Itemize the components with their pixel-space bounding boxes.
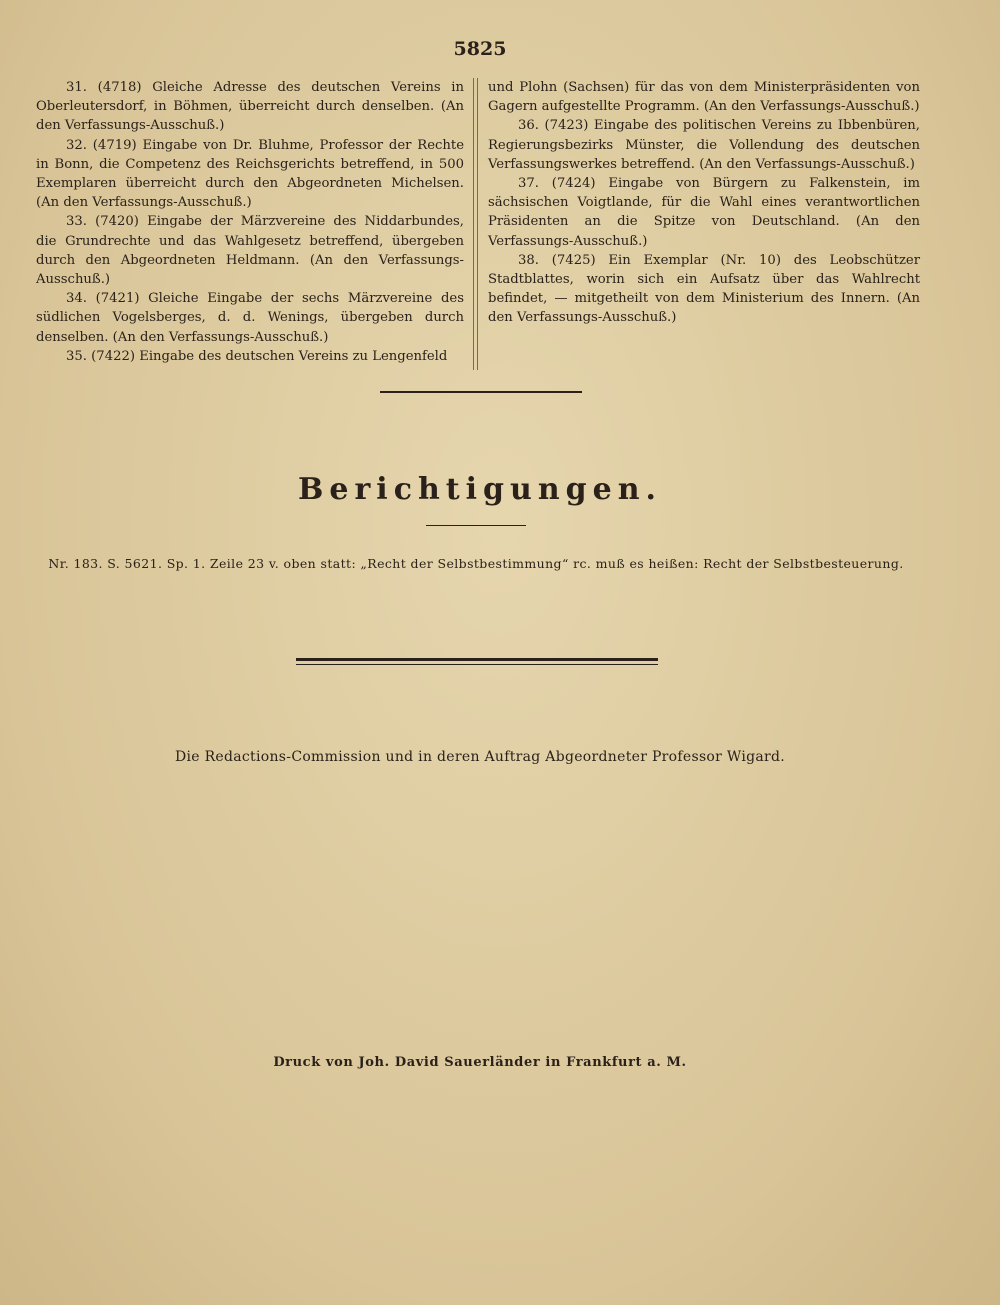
corrections-heading: Berichtigungen. bbox=[298, 472, 662, 507]
column-divider bbox=[473, 78, 478, 370]
double-rule bbox=[296, 658, 658, 665]
section-rule bbox=[380, 391, 582, 393]
printer-note: Druck von Joh. David Sauerländer in Frankfurt a. M. bbox=[273, 1055, 687, 1070]
entry-33: 33. (7420) Eingabe der Märzvereine des Niddarbundes, die Grundrechte und das Wahlgesetz betreffend, übergeben durch den Abgeordneten Heldmann. (An den Verfassungs-Ausschuß.) bbox=[36, 214, 464, 288]
correction-line: Nr. 183. S. 5621. Sp. 1. Zeile 23 v. oben statt: „Recht der Selbstbestimmung“ rc. muß es heißen: Recht der Selbstbesteuerung. bbox=[48, 556, 904, 571]
entry-35-start: 35. (7422) Eingabe des deutschen Vereins zu Lengenfeld bbox=[66, 348, 448, 364]
entry-36: 36. (7423) Eingabe des politischen Vereins zu Ibbenbüren, Regierungsbezirks Münster, die Vollendung des deutschen Verfassungswerkes betreffend. (An den Verfassungs-Ausschuß.) bbox=[488, 118, 920, 172]
right-column bbox=[488, 78, 920, 328]
left-column bbox=[36, 78, 464, 366]
heading-underline bbox=[426, 525, 526, 526]
page-number: 5825 bbox=[453, 38, 507, 60]
entry-37: 37. (7424) Eingabe von Bürgern zu Falkenstein, im sächsischen Voigtlande, für die Wahl eines verantwortlichen Präsidenten an die Spitze von Deutschland. (An den Verfassungs-Ausschuß.) bbox=[488, 176, 920, 249]
editor-note: Die Redactions-Commission und in deren Auftrag Abgeordneter Professor Wigard. bbox=[174, 749, 786, 765]
entry-38: 38. (7425) Ein Exemplar (Nr. 10) des Leobschützer Stadtblattes, worin sich ein Aufsatz über das Wahlrecht befindet, — mitgetheilt von dem Ministerium des Innern. (An den Verfassungs-Ausschuß.) bbox=[488, 252, 920, 326]
entry-34: 34. (7421) Gleiche Eingabe der sechs Märzvereine des südlichen Vogelsberges, d. d. Wenings, übergeben durch denselben. (An den Verfassungs-Ausschuß.) bbox=[36, 291, 464, 345]
entry-35-continued: und Plohn (Sachsen) für das von dem Ministerpräsidenten von Gagern aufgestellte Programm. (An den Verfassungs-Ausschuß.) bbox=[488, 80, 920, 115]
entry-31: 31. (4718) Gleiche Adresse des deutschen Vereins in Oberleutersdorf, in Böhmen, überreicht durch denselben. (An den Verfassungs-Ausschuß.) bbox=[36, 80, 464, 134]
entry-32: 32. (4719) Eingabe von Dr. Bluhme, Professor der Rechte in Bonn, die Competenz des Reichsgerichts betreffend, in 500 Exemplaren überreicht durch den Abgeordneten Michelsen. (An den Verfassungs-Ausschuß.) bbox=[36, 137, 464, 211]
